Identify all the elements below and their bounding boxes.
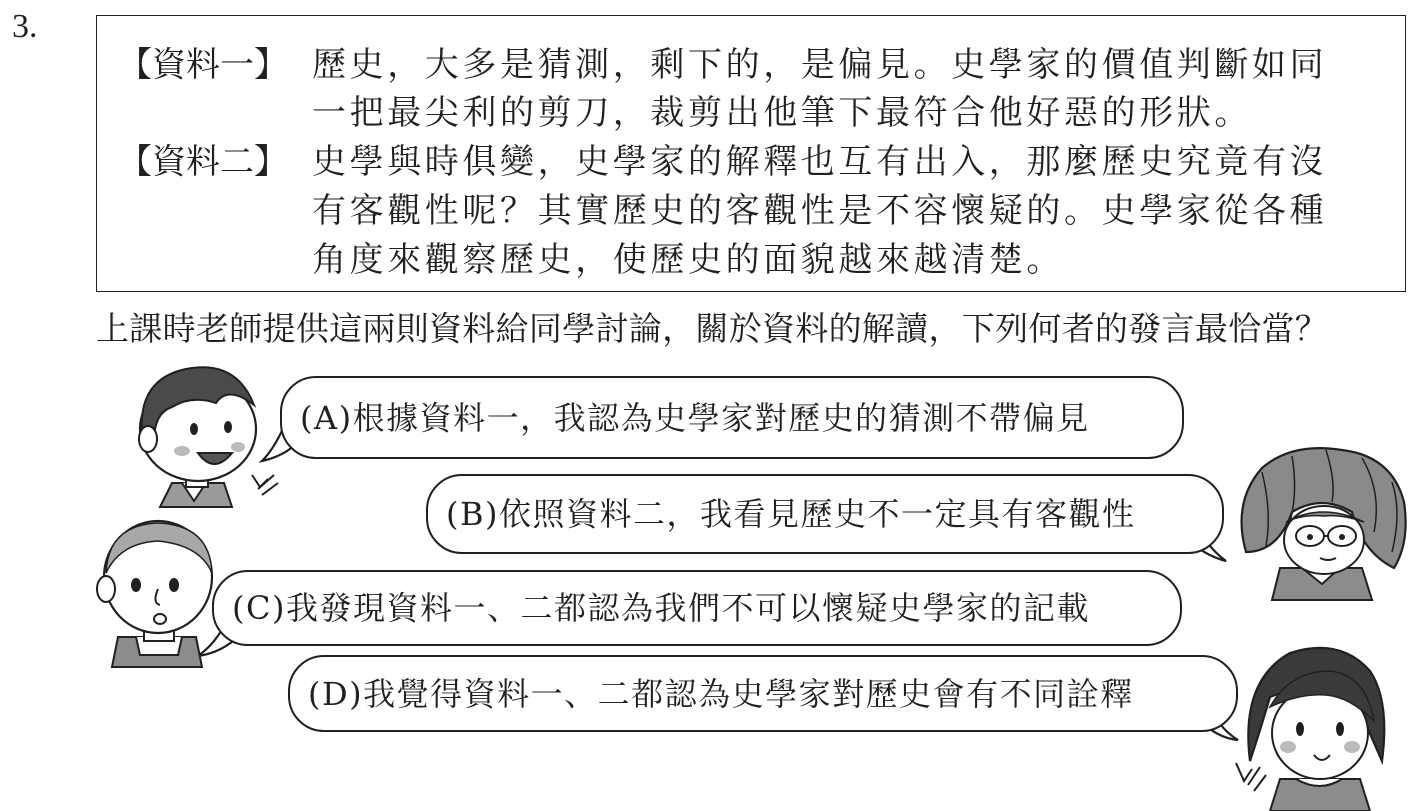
question-number: 3.: [12, 8, 38, 45]
option-b-bubble[interactable]: (B)依照資料二，我看見歷史不一定具有客觀性: [426, 474, 1224, 554]
source-1-line-1: 歷史，大多是猜測，剩下的，是偏見。史學家的價值判斷如同: [312, 45, 1328, 85]
source-2-line-2: 有客觀性呢？其實歷史的客觀性是不容懷疑的。史學家從各種: [312, 191, 1328, 231]
source-2-line-1: 史學與時俱變，史學家的解釋也互有出入，那麼歷史究竟有沒: [312, 142, 1328, 182]
source-2-label: 【資料二】: [118, 142, 288, 182]
girl-with-glasses-illustration: [1232, 442, 1412, 602]
question-prompt: 上課時老師提供這兩則資料給同學討論，關於資料的解讀，下列何者的發言最恰當？: [96, 309, 1329, 348]
bald-boy-illustration: [92, 515, 222, 675]
source-1-label: 【資料一】: [118, 45, 288, 85]
option-d-bubble[interactable]: (D)我覺得資料一、二都認為史學家對歷史會有不同詮釋: [288, 655, 1238, 732]
boy-smiling-illustration: [132, 355, 282, 515]
source-2-line-3: 角度來觀察歷史，使歷史的面貌越來越清楚。: [312, 240, 1064, 280]
option-a-bubble[interactable]: (A)根據資料一，我認為史學家對歷史的猜測不帶偏見: [280, 376, 1184, 459]
girl-with-bangs-illustration: [1230, 641, 1400, 811]
option-c-bubble[interactable]: (C)我發現資料一、二都認為我們不可以懷疑史學家的記載: [212, 570, 1182, 646]
source-1-line-2: 一把最尖利的剪刀，裁剪出他筆下最符合他好惡的形狀。: [312, 93, 1252, 133]
